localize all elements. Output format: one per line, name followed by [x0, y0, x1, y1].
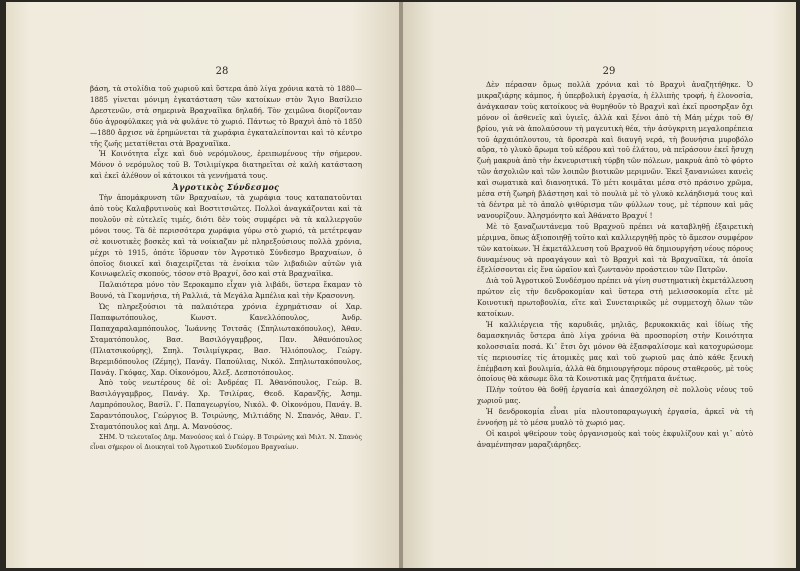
paragraph: Ἀπὸ τοὺς νεωτέρους δὲ οἱ: Ἀνδρέας Π. Ἀθανόπουλος, Γεώρ. Β. Βασιλόγγαμβρος, Πανάγ. Χρ. Τσιλίρας, Θεοδ. Καρανζῆς, Ἀσημ. Λαμπρόπουλος, Βασίλ. Γ. Παπαγεωργίου, Νικόλ. Φ. Οἰκονόμου, Πανάγ. Β. Σαραντόπουλος, Γεώργιος Β. Τσιρώνης, Μιλτιάδης Ν. Σπανός, Ἀθαν. Γ. Σταματόπουλος καὶ Δημ. Α. Μανούσος.	[90, 378, 362, 432]
paragraph: Ὡς πληρεξούσιοι τὰ παλαιότερα χρόνια ἐχρημάτισαν οἱ Χαρ. Παπαφωτόπουλος, Κωνστ. Κανελλόπουλος, Ἀνδρ. Παπαχαραλαμπόπουλος, Ἰωάννης Τσιτσᾶς (Σπηλιωτακόπουλος), Ἀθαν. Σταματόπουλος, Βασ. Βασιλόγγαμβρος, Παν. Ἀθανόπουλος (Πλιατσικούρης), Σπηλ. Τσιλιμίγκρας, Βασ. Ἠλιόπουλος, Γεώργ. Βερεμιδόπουλος (Ζέμης), Πανάγ. Παπούλιας, Νικόλ. Σπηλιωτακόπουλος, Πανάγ. Γκόφας, Χαρ. Οἰκονόμου, Ἀλεξ. Δεσποτόπουλος.	[90, 302, 362, 377]
paragraph: Ἡ δενδροκομία εἶναι μία πλουτοπαραγωγικὴ ἐργασία, ἀρκεῖ νὰ τὴ ἐννοήσῃ μὲ τὸ μέσα μυαλὸ τὸ χωριό μας.	[477, 407, 753, 428]
paragraph: Παλαιότερα μόνο τὸν Ξεροκαμπο εἶχαν γιὰ λιβάδι, ὕστερα ἔκαμαν τὸ Βουνό, τὰ Γκομνήσια, τὴ Ραλλιά, τὰ Μεγάλα Ἀμπέλια καὶ τὴν Κρασοννη.	[90, 280, 362, 301]
right-page-text	[477, 80, 753, 451]
paragraph: Πλὴν τούτου θὰ δοθῇ ἐργασία καὶ ἀπασχόληση σὲ πολλοὺς νέους τοῦ χωριοῦ μας.	[477, 385, 753, 406]
page-number: 29	[602, 66, 616, 77]
page-number: 28	[215, 66, 229, 77]
paragraph: Οἱ καιροὶ ψθείρουν τοὺς ὀργανισμοὺς καὶ τοὺς ἐκφυλίζουν καὶ γι᾿ αὐτὸ ἀναμένπησαν μαραζιάρηδες.	[477, 429, 753, 449]
book-spread	[6, 2, 796, 568]
paragraph: Διὰ τοῦ Ἀγροτικοῦ Συνδέσμου πρέπει νὰ γίνη συστηματικὴ ἐκμετάλλευση πρώτον εἰς τὴν δενδροκομίαν καὶ ὕστερα στὴ μελισσοκομία εἴτε μὲ Κοινοτικὴ πρωτοβουλία, εἴτε καὶ Συνεταιρικῶς μὲ συμμετοχὴ ὅλων τῶν κατοίκων.	[477, 276, 753, 319]
paragraph: βάση, τὰ στολίδια τοῦ χωριοῦ καὶ ὕστερα ἀπὸ λίγα χρόνια κατὰ τὸ 1880—1885 γίνεται μόνιμη ἐγκατάσταση τῶν κατοίκων στὸν Ἅγιο Βασίλειο Δρεστενῶν, στὰ σημερινὰ Βραχναῖϊκα δηλαδή. Τὸν χειμῶνα διορίζονταν δύο ἀγροφύλακες γιὰ νὰ φυλάνε τὸ χωριό. Πάντως τὸ Βραχνὶ ἀπὸ τὸ 1850—1880 ἄρχισε νὰ ἐρημώνεται τὰ χωράφια ἐγκαταλείπονται καὶ τὸ κέντρο τῆς ζωῆς μετατίθεται στὰ Βραχναῖϊκα.	[90, 84, 362, 148]
right-page	[403, 2, 796, 568]
left-page-text	[90, 84, 362, 452]
paragraph: Ἡ καλλιέργεια τῆς καρυδιᾶς, μηλιᾶς, βερυκοκκιᾶς καὶ ἰδίως τῆς δαμασκηνιᾶς ὕστερα ἀπὸ λίγα χρόνια θὰ προσπορίση στὴν Κοινότητα κολοσσιαῖα ποσά. Κι᾿ ἔτσι ὄχι μόνον θὰ ἐξασφαλίσομε καὶ κατοχυρώσομε τίς περιουσίες τίς ἀτομικὲς μας καὶ τοῦ χωριοῦ μας ἀπὸ κάθε ξενικὴ ἐπέμβαση καὶ βουλιμία, ἀλλὰ θὰ δημιουργήσομε πόρους σταθερούς, μὲ τοὺς ὁποίους θὰ κάσωμε ὅλα τὰ Κοινοτικὰ μας ζητήματα ἀνέτως.	[477, 319, 753, 384]
paragraph: Δὲν πέρασαν ὅμως πολλὰ χρόνια καὶ τὸ Βραχνὶ ἀναζητήθηκε. Ὁ μικραζιάρης κάμπος, ἡ ὑπερβολικὴ ἐργασία, ἡ ἐλλιπὴς τροφή, ἡ ἐλονοσία, ἀνάγκασαν τοὺς κατοίκους νὰ θυμηθοῦν τὸ Βραχνὶ καὶ ἐκεῖ προσηρξαν ὄχι μόνον οἱ ἀσθενεῖς καὶ ὑγιεῖς, ἀλλὰ καὶ ξένοι ἀπὸ τὴ Μάη μέχρι τοῦ Θ/βρίου, γιὰ νὰ ἀπολαύσουν τὴ μαγευτικὴ θέα, τὴν ἀσύγκριτη μεγαλοπρέπεια τοῦ ἀρχαιόπλουτου, τὰ δροσερὰ καὶ διαυγῆ νερά, τὴ βουνήσια μυροβόλο αὔρα, τὸ γλυκὸ ἄρωμα τοῦ κέδρου καὶ τοῦ ἐλάτου, νὰ πεῖράσουν ἐκεῖ ἥσυχη ζωὴ μακρυὰ ἀπὸ τὴν ἐκνευριστικὴ τύρβη τῶν πόλεων, μακρυὰ ἀπὸ τὸ φόρτο τῶν ἀσχολιῶν καὶ τῶν λοιπῶν βιοτικῶν μεριμνῶν. Ἐκεῖ ξανανιώνει κανεὶς καὶ σωματικὰ καὶ διανοητικά. Τὸ μέτι κοιμᾶται μέσα στὸ πράσινο χρῶμα, μέσα στὴ ζωηρὴ βλάστηση καὶ τὸ πουλιὰ μὲ τὸ γλυκὸ κελάηδισμά τους καὶ τὰ δέντρα μὲ τὸ ἁπαλὸ ψιθύρισμα τῶν φύλλων τους, μὲ τέρπουν καὶ μᾶς νανουρίζουν. Ἀλησμόνητο καὶ Ἀθάνατο Βραχνί !	[477, 80, 753, 220]
left-page	[6, 2, 399, 568]
paragraph: Ἡ Κοινότητα εἶχε καὶ δυὸ νερόμυλους, ἐρειπωμένους τὴν σήμερον. Μόνον ὁ νερόμυλος τοῦ Β. Τσιλιμίγκρα διατηρεῖται σὲ καλὴ κατάσταση καὶ ἐκεῖ ἀλέθουν οἱ κάτοικοι τὰ γεννήματά τους.	[90, 149, 362, 181]
section-heading: Ἀγροτικὸς Σύνδεσμος	[172, 182, 280, 193]
footnote: ΣΗΜ. Ὁ τελευταῖος Δημ. Μανούσος καὶ ὁ Γεώργ. Β Τσιρώνης καὶ Μιλτ. Ν. Σπανὸς εἶναι σήμερον οἱ Διοικηταὶ τοῦ Ἀγροτικοῦ Συνδέσμου Βραχναίων.	[90, 434, 362, 451]
paragraph: Μὲ τὸ ξαναζωντάνεμα τοῦ Βραχνοῦ πρέπει νὰ καταβληθῇ ἐξαιρετικὴ μέριμνα, ὅπως ἀξιοποιηθῇ τοῦτο καὶ καλλιεργηθῇ πρὸς τὸ ἄμεσον συμφέρον τῶν κατοίκων. Ἡ ἐκμετάλλευση τοῦ Βραχνοῦ θὰ δημιουργήση νέους πόρους δυναμένους νὰ προαγάγουν καὶ τὸ Βραχνὶ καὶ τὰ Βραχναῖϊκα, τὰ ὁποῖα ἐξελίσσονται εἰς ἕνα ὡραῖον καὶ ζωντανὸν προάστειον τῶν Πατρῶν.	[477, 221, 753, 275]
paragraph: Τὴν ἀπομάκρυνση τῶν Βραχναίων, τὰ χωράφια τους καταπατοῦνται ἀπὸ τοὺς Καλαβρυτινοὺς καὶ Βοστιτσιῶτες. Πολλοὶ ἀναγκάζονται καὶ τὰ πουλοῦν σὲ εὐτελεῖς τιμές, διότι δὲν τοὺς συμφέρει νὰ τὰ καλλιεργοῦν μόνοι τους. Τὰ δὲ περισσότερα χωράφια γύρω στὸ χωριό, τὰ μετέτρεψαν σὲ κοινοτικὲς βοσκὲς καὶ τὰ νοίκιαζαν μὲ πληρεξούσιους πολλὰ χρόνια, μέχρι τὸ 1915, ὁπότε ἵδρυσαν τὸν Ἀγροτικὸ Σύνδεσμο Βραχναίων, ὁ ὁποῖος διοικεῖ καὶ διαχειρίζεται τὰ ἐνοίκια τῶν λιβαδιῶν αὐτῶν γιὰ Κοινωφελεῖς σκοπούς, τόσον στὸ Βραχνί, ὅσο καὶ στὰ Βραχναῖϊκα.	[90, 193, 362, 279]
